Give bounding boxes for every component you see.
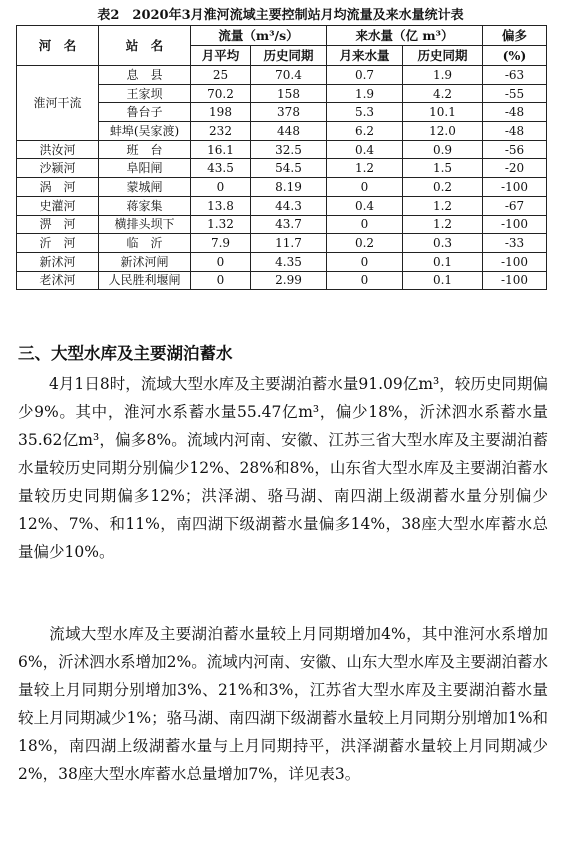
vol-month-cell: 0.4 — [327, 140, 403, 159]
vol-month-cell: 0 — [327, 178, 403, 197]
river-cell: 沂 河 — [17, 234, 99, 253]
vol-hist-cell: 0.1 — [403, 271, 483, 290]
river-cell: 涡 河 — [17, 178, 99, 197]
header-deviation-unit: (%) — [483, 46, 547, 66]
header-station: 站 名 — [99, 26, 191, 66]
header-monthly-volume: 月来水量 — [327, 46, 403, 66]
paragraph-storage-status — [18, 370, 548, 566]
vol-month-cell: 0.2 — [327, 234, 403, 253]
river-cell: 淮河干流 — [17, 66, 99, 141]
flow-hist-cell: 43.7 — [251, 215, 327, 234]
station-cell: 鲁台子 — [99, 103, 191, 122]
paragraph-text: 流域大型水库及主要湖泊蓄水量较上月同期增加4%，其中淮河水系增加6%，沂沭泗水系增加2%。流域内河南、安徽、山东大型水库及主要湖泊蓄水量较上月同期分别增加3%、21%和3%，江苏省大型水库及主要湖泊蓄水量较上月同期减少1%；骆马湖、南四湖下级湖蓄水量较上月同期分别增加1%和18%，南四湖上级湖蓄水量与上月同期持平，洪泽湖蓄水量较上月同期减少2%，38座大型水库蓄水总量增加7%，详见表3。 — [18, 625, 548, 783]
deviation-cell: -55 — [483, 84, 547, 103]
vol-month-cell: 5.3 — [327, 103, 403, 122]
station-cell: 蒋家集 — [99, 196, 191, 215]
river-cell: 沙颍河 — [17, 159, 99, 178]
flow-month-cell: 13.8 — [191, 196, 251, 215]
deviation-cell: -33 — [483, 234, 547, 253]
station-cell: 王家坝 — [99, 84, 191, 103]
deviation-cell: -100 — [483, 215, 547, 234]
header-deviation: 偏多 — [483, 26, 547, 46]
flow-month-cell: 7.9 — [191, 234, 251, 253]
flow-hist-cell: 8.19 — [251, 178, 327, 197]
vol-month-cell: 6.2 — [327, 122, 403, 141]
vol-hist-cell: 0.1 — [403, 252, 483, 271]
flow-month-cell: 0 — [191, 178, 251, 197]
vol-month-cell: 1.9 — [327, 84, 403, 103]
deviation-cell: -48 — [483, 122, 547, 141]
vol-hist-cell: 1.5 — [403, 159, 483, 178]
station-cell: 人民胜利堰闸 — [99, 271, 191, 290]
flow-hist-cell: 158 — [251, 84, 327, 103]
station-cell: 阜阳闸 — [99, 159, 191, 178]
deviation-cell: -48 — [483, 103, 547, 122]
vol-hist-cell: 1.2 — [403, 215, 483, 234]
table-row — [17, 140, 547, 159]
vol-month-cell: 0 — [327, 252, 403, 271]
vol-month-cell: 0 — [327, 215, 403, 234]
paragraph-monthly-change — [18, 620, 548, 788]
vol-hist-cell: 1.9 — [403, 66, 483, 85]
table-row — [17, 66, 547, 85]
vol-hist-cell: 4.2 — [403, 84, 483, 103]
header-hist-avg: 历史同期 — [251, 46, 327, 66]
flow-month-cell: 232 — [191, 122, 251, 141]
vol-hist-cell: 0.3 — [403, 234, 483, 253]
paragraph-text: 4月1日8时，流域大型水库及主要湖泊蓄水量91.09亿m³，较历史同期偏少9%。其中，淮河水系蓄水量55.47亿m³，偏少18%，沂沭泗水系蓄水量35.62亿m³，偏多8%。流域内河南、安徽、江苏三省大型水库及主要湖泊蓄水量较历史同期分别偏少12%、28%和8%，山东省大型水库及主要湖泊蓄水量较历史同期偏多12%；洪泽湖、骆马湖、南四湖上级湖蓄水量分别偏少12%、7%、和11%，南四湖下级湖蓄水量偏多14%，38座大型水库蓄水总量偏少10%。 — [18, 375, 548, 561]
flow-hist-cell: 378 — [251, 103, 327, 122]
flow-hist-cell: 70.4 — [251, 66, 327, 85]
table-caption: 表2 2020年3月淮河流域主要控制站月均流量及来水量统计表 — [97, 8, 464, 23]
table-row — [17, 159, 547, 178]
flow-month-cell: 43.5 — [191, 159, 251, 178]
deviation-cell: -63 — [483, 66, 547, 85]
vol-month-cell: 1.2 — [327, 159, 403, 178]
river-cell: 史灌河 — [17, 196, 99, 215]
station-cell: 蚌埠(吴家渡) — [99, 122, 191, 141]
header-flow: 流量（m³/s） — [191, 26, 327, 46]
flow-month-cell: 0 — [191, 252, 251, 271]
flow-month-cell: 16.1 — [191, 140, 251, 159]
station-cell: 新沭河闸 — [99, 252, 191, 271]
header-river: 河 名 — [17, 26, 99, 66]
flow-hist-cell: 11.7 — [251, 234, 327, 253]
vol-hist-cell: 12.0 — [403, 122, 483, 141]
flow-month-cell: 70.2 — [191, 84, 251, 103]
station-cell: 临 沂 — [99, 234, 191, 253]
station-cell: 息 县 — [99, 66, 191, 85]
river-cell: 老沭河 — [17, 271, 99, 290]
table-row — [17, 271, 547, 290]
deviation-cell: -100 — [483, 178, 547, 197]
header-hist-volume: 历史同期 — [403, 46, 483, 66]
vol-month-cell: 0.7 — [327, 66, 403, 85]
table-row — [17, 178, 547, 197]
deviation-cell: -67 — [483, 196, 547, 215]
vol-hist-cell: 0.2 — [403, 178, 483, 197]
vol-hist-cell: 1.2 — [403, 196, 483, 215]
vol-hist-cell: 0.9 — [403, 140, 483, 159]
station-cell: 横排头坝下 — [99, 215, 191, 234]
table-row — [17, 234, 547, 253]
flow-month-cell: 1.32 — [191, 215, 251, 234]
flow-hist-cell: 2.99 — [251, 271, 327, 290]
vol-hist-cell: 10.1 — [403, 103, 483, 122]
deviation-cell: -100 — [483, 271, 547, 290]
table-row — [17, 252, 547, 271]
deviation-cell: -100 — [483, 252, 547, 271]
table-row — [17, 196, 547, 215]
flow-statistics-table — [16, 25, 547, 290]
header-volume: 来水量（亿 m³） — [327, 26, 483, 46]
deviation-cell: -20 — [483, 159, 547, 178]
table-row — [17, 215, 547, 234]
vol-month-cell: 0.4 — [327, 196, 403, 215]
deviation-cell: -56 — [483, 140, 547, 159]
header-monthly-avg: 月平均 — [191, 46, 251, 66]
river-cell: 淠 河 — [17, 215, 99, 234]
river-cell: 新沭河 — [17, 252, 99, 271]
flow-hist-cell: 448 — [251, 122, 327, 141]
flow-month-cell: 198 — [191, 103, 251, 122]
flow-hist-cell: 32.5 — [251, 140, 327, 159]
flow-month-cell: 0 — [191, 271, 251, 290]
station-cell: 蒙城闸 — [99, 178, 191, 197]
river-cell: 洪汝河 — [17, 140, 99, 159]
flow-hist-cell: 4.35 — [251, 252, 327, 271]
vol-month-cell: 0 — [327, 271, 403, 290]
flow-hist-cell: 44.3 — [251, 196, 327, 215]
section-heading: 三、大型水库及主要湖泊蓄水 — [18, 344, 233, 363]
flow-month-cell: 25 — [191, 66, 251, 85]
flow-hist-cell: 54.5 — [251, 159, 327, 178]
station-cell: 班 台 — [99, 140, 191, 159]
